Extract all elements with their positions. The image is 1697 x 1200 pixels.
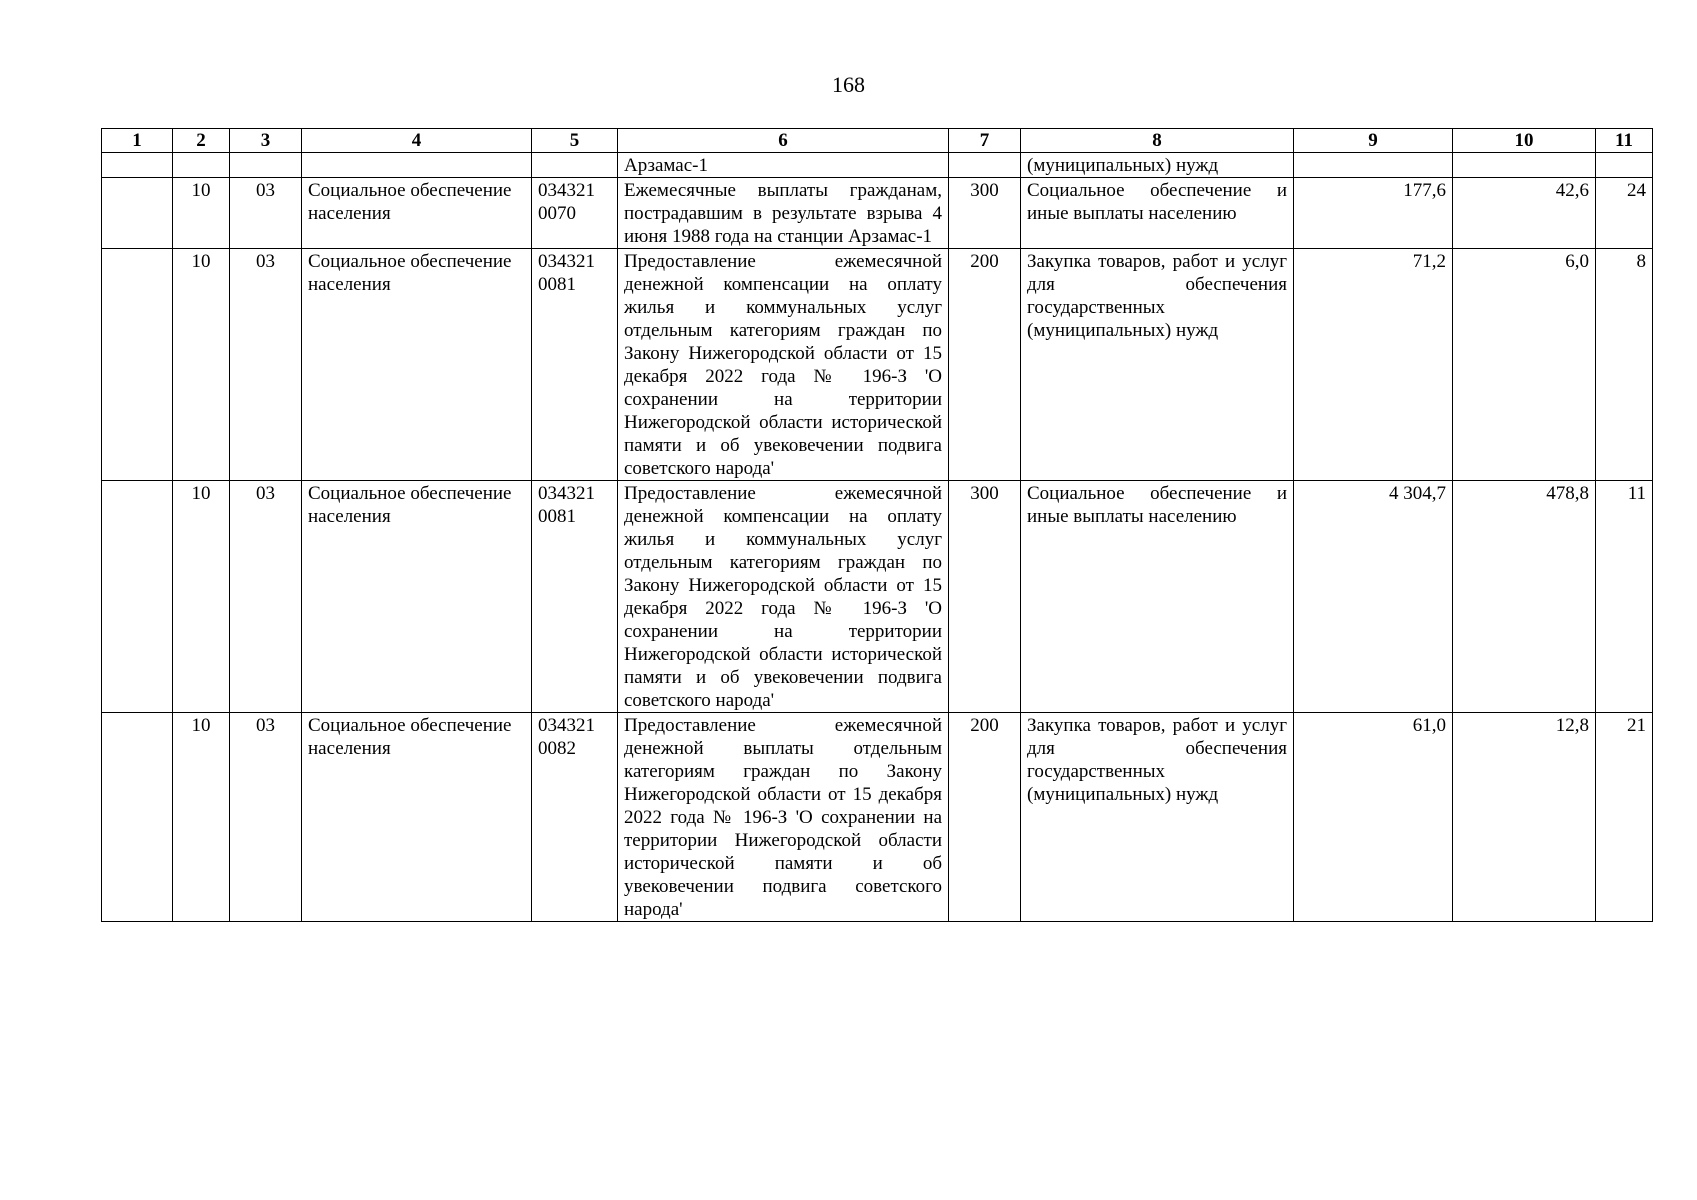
cell-amount-10: 478,8 [1453,481,1596,713]
cell-expense-code: 200 [949,713,1021,922]
cell-expense-code: 200 [949,249,1021,481]
budget-table [101,128,1653,922]
continuation-description: Арзамас-1 [618,153,949,178]
page-number: 168 [832,72,865,97]
cell-amount-10: 6,0 [1453,249,1596,481]
cell-description: Предоставление ежемесячной денежной компенсации на оплату жилья и коммунальных услуг отдельным категориям граждан по Закону Нижегородской области от 15 декабря 2022 года № 196-З 'О сохранении на территории Нижегородской области исторической памяти и об увековечении подвига советского народа' [618,249,949,481]
table-row [102,481,1653,713]
cell-amount-11: 21 [1596,713,1653,922]
cell-col1 [102,481,173,713]
cell-amount-9: 4 304,7 [1294,481,1453,713]
cell-target-code: 034321 0081 [532,249,618,481]
header-row [102,129,1653,153]
column-header: 6 [618,129,949,153]
cell-target-code: 034321 0082 [532,713,618,922]
cell-amount-9: 61,0 [1294,713,1453,922]
column-header: 2 [173,129,230,153]
cell-section-name: Социальное обеспечение населения [302,481,532,713]
column-header: 11 [1596,129,1653,153]
cell-amount-9: 177,6 [1294,178,1453,249]
cell-expense-type: Закупка товаров, работ и услуг для обеспечения государственных (муниципальных) нужд [1021,249,1294,481]
cell-target-code: 034321 0070 [532,178,618,249]
cell-amount-11: 11 [1596,481,1653,713]
cell-description: Предоставление ежемесячной денежной выплаты отдельным категориям граждан по Закону Нижегородской области от 15 декабря 2022 года № 196-З 'О сохранении на территории Нижегородской области исторической памяти и об увековечении подвига советского народа' [618,713,949,922]
cell-amount-9: 71,2 [1294,249,1453,481]
cell-expense-type: Социальное обеспечение и иные выплаты населению [1021,178,1294,249]
cell-target-code: 034321 0081 [532,481,618,713]
cell-section-name: Социальное обеспечение населения [302,178,532,249]
column-header: 4 [302,129,532,153]
cell-col1 [102,713,173,922]
table-row [102,249,1653,481]
cell-description: Ежемесячные выплаты гражданам, пострадавшим в результате взрыва 4 июня 1988 года на станции Арзамас-1 [618,178,949,249]
cell-expense-type: Социальное обеспечение и иные выплаты населению [1021,481,1294,713]
cell-section-name: Социальное обеспечение населения [302,713,532,922]
cell-subsection: 03 [230,178,302,249]
cell-section: 10 [173,178,230,249]
cell-subsection: 03 [230,713,302,922]
cell-expense-code: 300 [949,481,1021,713]
column-header: 10 [1453,129,1596,153]
cell-expense-type: Закупка товаров, работ и услуг для обеспечения государственных (муниципальных) нужд [1021,713,1294,922]
cell-amount-10: 42,6 [1453,178,1596,249]
cell-section: 10 [173,713,230,922]
cell-subsection: 03 [230,481,302,713]
cell-section: 10 [173,481,230,713]
table-row [102,713,1653,922]
column-header: 1 [102,129,173,153]
cell-amount-10: 12,8 [1453,713,1596,922]
cell-col1 [102,178,173,249]
column-header: 8 [1021,129,1294,153]
column-header: 3 [230,129,302,153]
table-row [102,178,1653,249]
cell-expense-code: 300 [949,178,1021,249]
continuation-row [102,153,1653,178]
cell-amount-11: 8 [1596,249,1653,481]
continuation-expense-type: (муниципальных) нужд [1021,153,1294,178]
cell-amount-11: 24 [1596,178,1653,249]
column-header: 9 [1294,129,1453,153]
cell-description: Предоставление ежемесячной денежной компенсации на оплату жилья и коммунальных услуг отдельным категориям граждан по Закону Нижегородской области от 15 декабря 2022 года № 196-З 'О сохранении на территории Нижегородской области исторической памяти и об увековечении подвига советского народа' [618,481,949,713]
cell-col1 [102,249,173,481]
column-header: 7 [949,129,1021,153]
cell-section: 10 [173,249,230,481]
cell-section-name: Социальное обеспечение населения [302,249,532,481]
column-header: 5 [532,129,618,153]
cell-subsection: 03 [230,249,302,481]
